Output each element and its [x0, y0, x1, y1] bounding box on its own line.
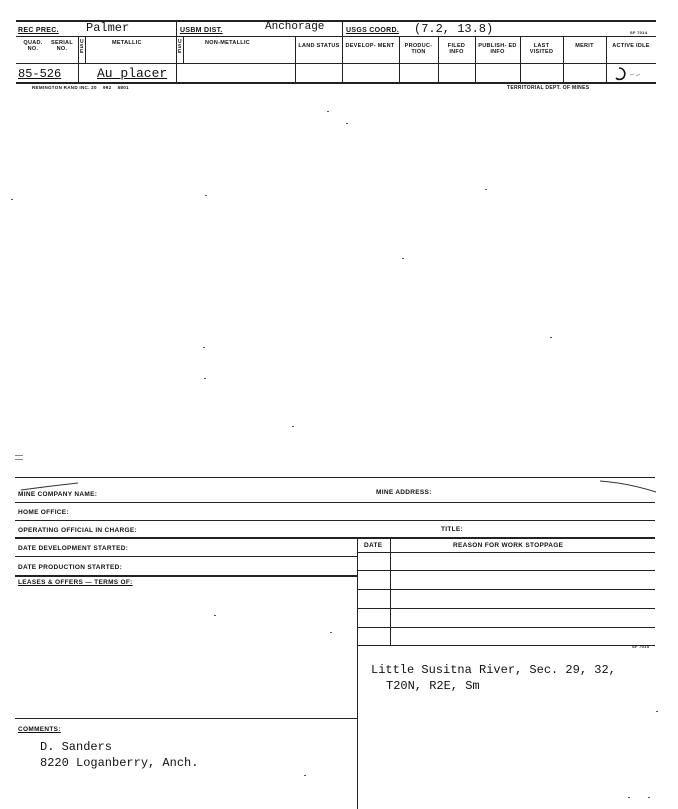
bottom-card-top-border: [15, 477, 655, 478]
top-card-divider: [475, 36, 476, 82]
date-col-label: DATE: [364, 542, 383, 549]
leases-label: LEASES & OFFERS — TERMS OF:: [18, 579, 133, 586]
top-form-number: SF 7014: [630, 30, 648, 35]
col-filed-info: FILED INFO: [447, 43, 466, 55]
scan-speck: [628, 797, 630, 798]
top-card-divider: [295, 36, 296, 82]
rule-date-development: [15, 556, 357, 557]
top-card-divider: [563, 36, 564, 82]
top-card-divider: [342, 20, 343, 82]
scan-speck: [648, 797, 650, 798]
rule-company-name: [15, 502, 655, 503]
quad-serial-value: 85-526: [18, 67, 62, 81]
scratch-mark: [15, 459, 23, 460]
mine-address-label: MINE ADDRESS:: [376, 489, 432, 496]
rec-prec-label: REC PREC.: [18, 27, 59, 34]
top-card-divider: [78, 36, 79, 82]
metallic-value: Au placer: [97, 66, 168, 81]
scan-speck: [203, 347, 205, 348]
date-development-label: DATE DEVELOPMENT STARTED:: [18, 545, 129, 552]
col-merit: MERIT: [575, 43, 594, 49]
col-production: PRODUC- TION: [404, 43, 433, 55]
usbm-dist-label: USBM DIST.: [180, 27, 223, 34]
usbm-dist-value: Anchorage: [265, 21, 325, 33]
scan-speck: [327, 111, 329, 112]
rule-home-office: [15, 520, 655, 521]
scan-speck: [402, 258, 404, 259]
top-card-header-rule: [16, 36, 656, 37]
scan-speck: [204, 378, 206, 379]
rule-date-production: [15, 575, 357, 577]
comments-line-2: 8220 Loganberry, Anch.: [40, 756, 199, 770]
bottom-card-center-divider: [357, 537, 358, 809]
top-card-divider: [438, 36, 439, 82]
col-use-right: U S E: [178, 39, 182, 55]
scan-speck: [11, 199, 13, 200]
top-card-divider: [85, 36, 86, 63]
rule-operating-official: [15, 537, 655, 539]
col-metallic: METALLIC: [112, 40, 142, 46]
active-mark-icon: [610, 66, 650, 82]
operating-official-label: OPERATING OFFICIAL IN CHARGE:: [18, 527, 137, 534]
top-card-divider: [399, 36, 400, 82]
scan-speck: [550, 337, 552, 338]
comments-line-1: D. Sanders: [40, 740, 113, 754]
top-card-divider: [606, 36, 607, 82]
scratch-mark: [15, 455, 23, 456]
comments-label: COMMENTS:: [18, 726, 61, 733]
scan-speck: [656, 711, 658, 712]
col-development: DEVELOP- MENT: [345, 43, 395, 49]
stoppage-row-rule: [357, 645, 655, 646]
scan-speck: [205, 195, 207, 196]
date-production-label: DATE PRODUCTION STARTED:: [18, 564, 123, 571]
top-card-bottom-border: [16, 82, 656, 84]
location-line-2: T20N, R2E, Sm: [386, 679, 480, 693]
stoppage-row-rule: [357, 570, 655, 571]
scan-speck: [346, 123, 348, 124]
stoppage-row-rule: [357, 608, 655, 609]
col-active-idle: ACTIVE IDLE: [612, 43, 650, 49]
scan-speck: [292, 426, 294, 427]
date-column-divider: [390, 537, 391, 645]
rule-comments: [15, 718, 357, 719]
rec-prec-value: Palmer: [86, 21, 130, 35]
stoppage-row-rule: [357, 627, 655, 628]
bottom-form-number: SF 7015: [632, 644, 650, 649]
col-last-visited: LAST VISITED: [529, 43, 554, 55]
mine-company-name-label: MINE COMPANY NAME:: [18, 491, 98, 498]
col-serial-no: SERIAL NO.: [51, 40, 73, 52]
home-office-label: HOME OFFICE:: [18, 509, 69, 516]
top-card-divider: [176, 20, 177, 82]
scan-speck: [304, 775, 306, 776]
department-imprint: TERRITORIAL DEPT. OF MINES: [507, 85, 590, 91]
scan-speck: [330, 632, 332, 633]
location-line-1: Little Susitna River, Sec. 29, 32,: [371, 663, 616, 677]
stoppage-row-rule: [357, 589, 655, 590]
col-published-info: PUBLISH- ED INFO: [478, 43, 517, 55]
top-card-columns-rule: [16, 63, 656, 64]
stoppage-row-rule: [357, 552, 655, 553]
title-label: TITLE:: [441, 526, 464, 533]
printer-imprint: REMINGTON RAND INC. 20 992 5801: [32, 85, 129, 90]
usgs-coord-label: USGS COORD.: [346, 27, 400, 34]
col-quad-no: QUAD. NO.: [23, 40, 43, 52]
col-non-metallic: NON-METALLIC: [205, 40, 251, 46]
col-land-status: LAND STATUS: [298, 43, 340, 49]
scan-speck: [485, 189, 487, 190]
usgs-coord-value: (7.2, 13.8): [414, 22, 494, 36]
scan-speck: [214, 615, 216, 616]
top-card-divider: [183, 36, 184, 63]
col-use-left: U S E: [80, 39, 84, 55]
corner-pen-stroke: [598, 478, 658, 494]
top-card-divider: [520, 36, 521, 82]
reason-col-label: REASON FOR WORK STOPPAGE: [453, 542, 564, 549]
